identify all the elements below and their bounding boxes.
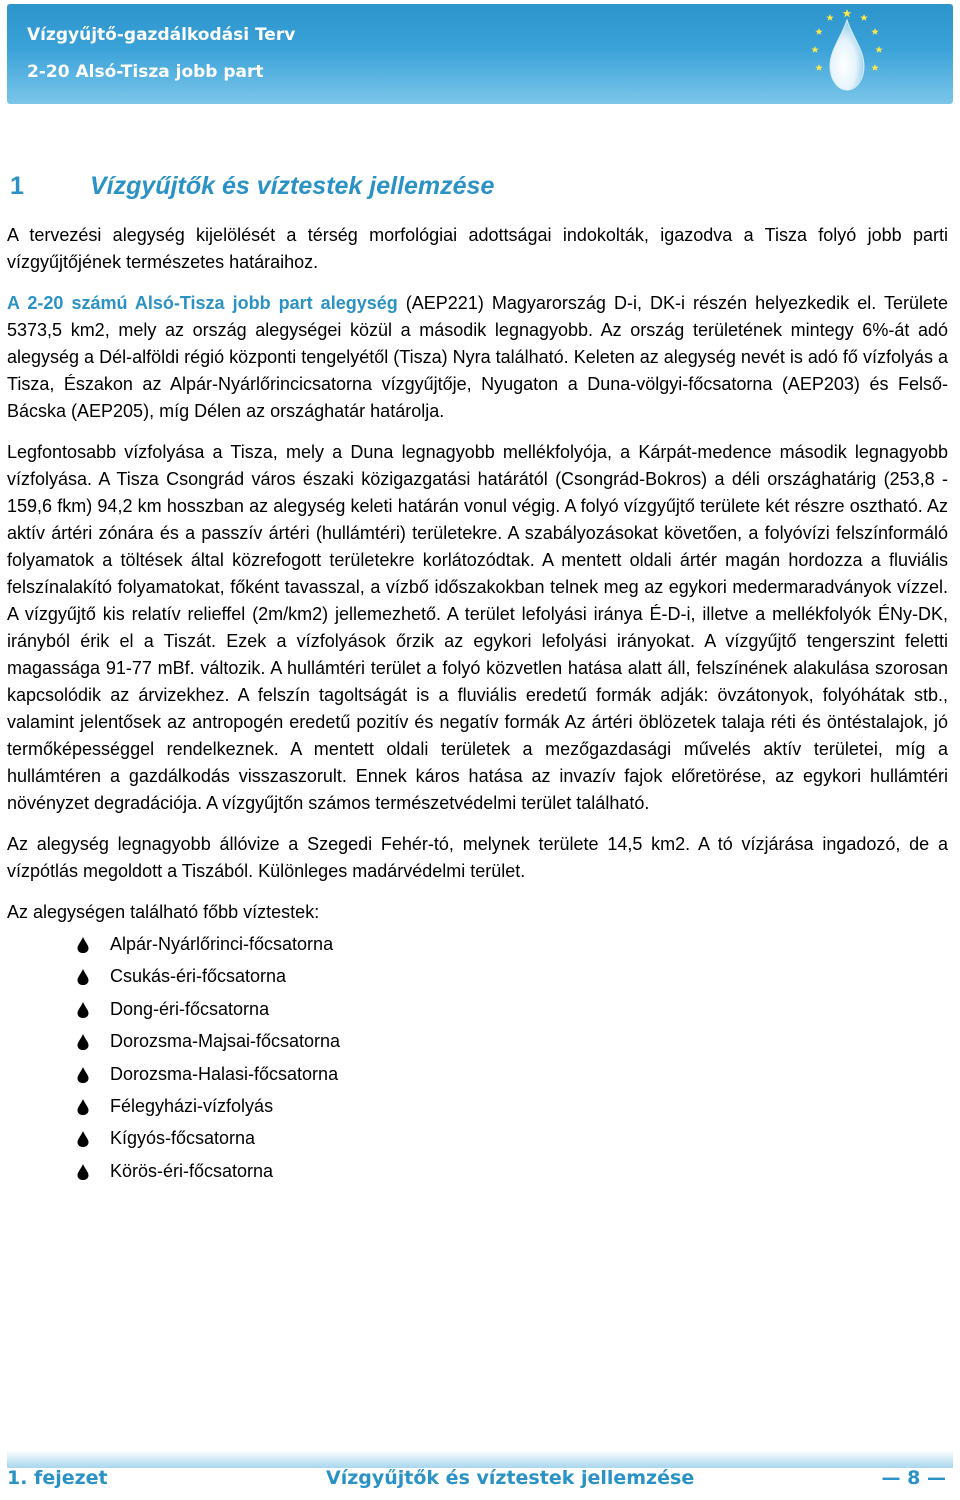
water-drop-bullet-icon <box>74 1163 92 1181</box>
footer-title: Vízgyűjtők és víztestek jellemzése <box>326 1467 695 1489</box>
water-bodies-list <box>7 928 948 1187</box>
paragraph-intro: A tervezési alegység kijelölését a térség morfológiai adottságai indokolták, igazodva a Tisza folyó jobb parti vízgyűjtőjének természetes határaihoz. <box>7 225 948 272</box>
list-item <box>7 993 948 1025</box>
section-heading <box>10 172 494 201</box>
water-body-name: Dong-éri-főcsatorna <box>110 998 270 1019</box>
water-drop-bullet-icon <box>74 1130 92 1148</box>
list-item <box>7 1122 948 1154</box>
water-drop-eu-stars-icon <box>808 6 886 98</box>
list-item <box>7 960 948 992</box>
page-number: — 8 — <box>881 1467 946 1489</box>
water-body-name: Dorozsma-Majsai-főcsatorna <box>110 1031 341 1052</box>
section-number: 1 <box>10 172 24 200</box>
section-title: Vízgyűjtők és víztestek jellemzése <box>90 172 495 200</box>
water-drop-bullet-icon <box>74 1033 92 1051</box>
list-item <box>7 1058 948 1090</box>
paragraph-location-text: (AEP221) Magyarország D-i, DK-i részén helyezkedik el. Területe 5373,5 km2, mely az ország alegységei közül a második legnagyobb. Az ország területének mintegy 6%-át adó alegység a Dél-alföldi régió központi tengelyétől (Tisza) Nyra található. Keleten az alegység nevét is adó fő vízfolyás a Tisza, Északon az Alpár-Nyárlőrincicsatorna vízgyűjtője, Nyugaton a Duna-völgyi-főcsatorna (AEP203) és Felső-Bácska (AEP205), míg Délen az országhatár határolja. <box>7 293 948 421</box>
paragraph-lake: Az alegység legnagyobb állóvize a Szegedi Fehér-tó, melynek területe 14,5 km2. A tó vízjárása ingadozó, de a vízpótlás megoldott a Tiszából. Különleges madárvédelmi terület. <box>7 834 948 881</box>
water-drop-bullet-icon <box>74 1066 92 1084</box>
list-item <box>7 1090 948 1122</box>
paragraph-location <box>7 290 948 425</box>
water-body-name: Kígyós-főcsatorna <box>110 1128 256 1149</box>
water-body-name: Alpár-Nyárlőrinci-főcsatorna <box>110 934 334 954</box>
footer-chapter: 1. fejezet <box>7 1467 108 1489</box>
water-body-name: Dorozsma-Halasi-főcsatorna <box>110 1063 339 1084</box>
water-bodies-intro: Az alegységen található főbb víztestek: <box>7 902 320 922</box>
unit-name: A 2-20 számú Alsó-Tisza jobb part alegység <box>7 293 398 313</box>
document-subtitle: 2-20 Alsó-Tisza jobb part <box>27 62 264 82</box>
list-item <box>7 1025 948 1057</box>
water-drop-bullet-icon <box>74 1001 92 1019</box>
water-drop-bullet-icon <box>74 968 92 986</box>
water-body-name: Körös-éri-főcsatorna <box>110 1160 274 1181</box>
list-item <box>7 1155 948 1187</box>
footer-divider <box>7 1450 953 1468</box>
water-body-name: Csukás-éri-főcsatorna <box>110 966 287 987</box>
main-content <box>7 222 948 1187</box>
paragraph-tisza: Legfontosabb vízfolyása a Tisza, mely a Duna legnagyobb mellékfolyója, a Kárpát-medence második legnagyobb vízfolyása. A Tisza Csongrád város északi közigazgatási határától (Csongrád-Bokros) a déli országhatárig (253,8 - 159,6 fkm) 94,2 km hosszban az alegység keleti határán vonul végig. A folyó vízgyűjtő területe két részre osztható. Az aktív ártéri zónára és a passzív ártéri (hullámtéri) területekre. A szabályozásokat követően, a folyóvízi felszínformáló folyamatok a töltések által közrefogott területekre korlátozódtak. A mentett oldali ártér magán hordozza a fluviális felszínalakító folyamatokat, főként tavasszal, a vízbő időszakokban telnek meg az egykori medermaradványok vízzel. A vízgyűjtő kis relatív relieffel (2m/km2) jellemezhető. A terület lefolyási iránya É-D-i, illetve a mellékfolyók ÉNy-DK, irányból érik el a Tiszát. Ezek a vízfolyások őrzik az egykori lefolyási irányokat. A vízgyűjtő tengerszint feletti magassága 91-77 mBf. változik. A hullámtéri terület a folyó közvetlen hatása alatt áll, felszínének alakulása szorosan kapcsolódik az árvizekhez. A felszín tagoltságát is a fluviális eredetű formák adják: övzátonyok, folyóhátak stb., valamint jelentősek az antropogén eredetű pozitív és negatív formák Az ártéri öblözetek talaja réti és öntéstalajok, jó termőképességgel rendelkeznek. A mentett oldali területek a mezőgazdasági művelés aktív területei, míg a hullámtéren a gazdálkodás visszaszorult. Ennek káros hatása az invazív fajok előretörése, az egykori hullámtéri növényzet degradációja. A vízgyűjtőn számos természetvédelmi terület található. <box>7 442 948 813</box>
document-title: Vízgyűjtő-gazdálkodási Terv <box>27 25 296 45</box>
water-drop-bullet-icon <box>74 1098 92 1116</box>
list-item <box>7 928 948 960</box>
water-body-name: Félegyházi-vízfolyás <box>110 1095 274 1116</box>
water-drop-bullet-icon <box>74 936 92 954</box>
